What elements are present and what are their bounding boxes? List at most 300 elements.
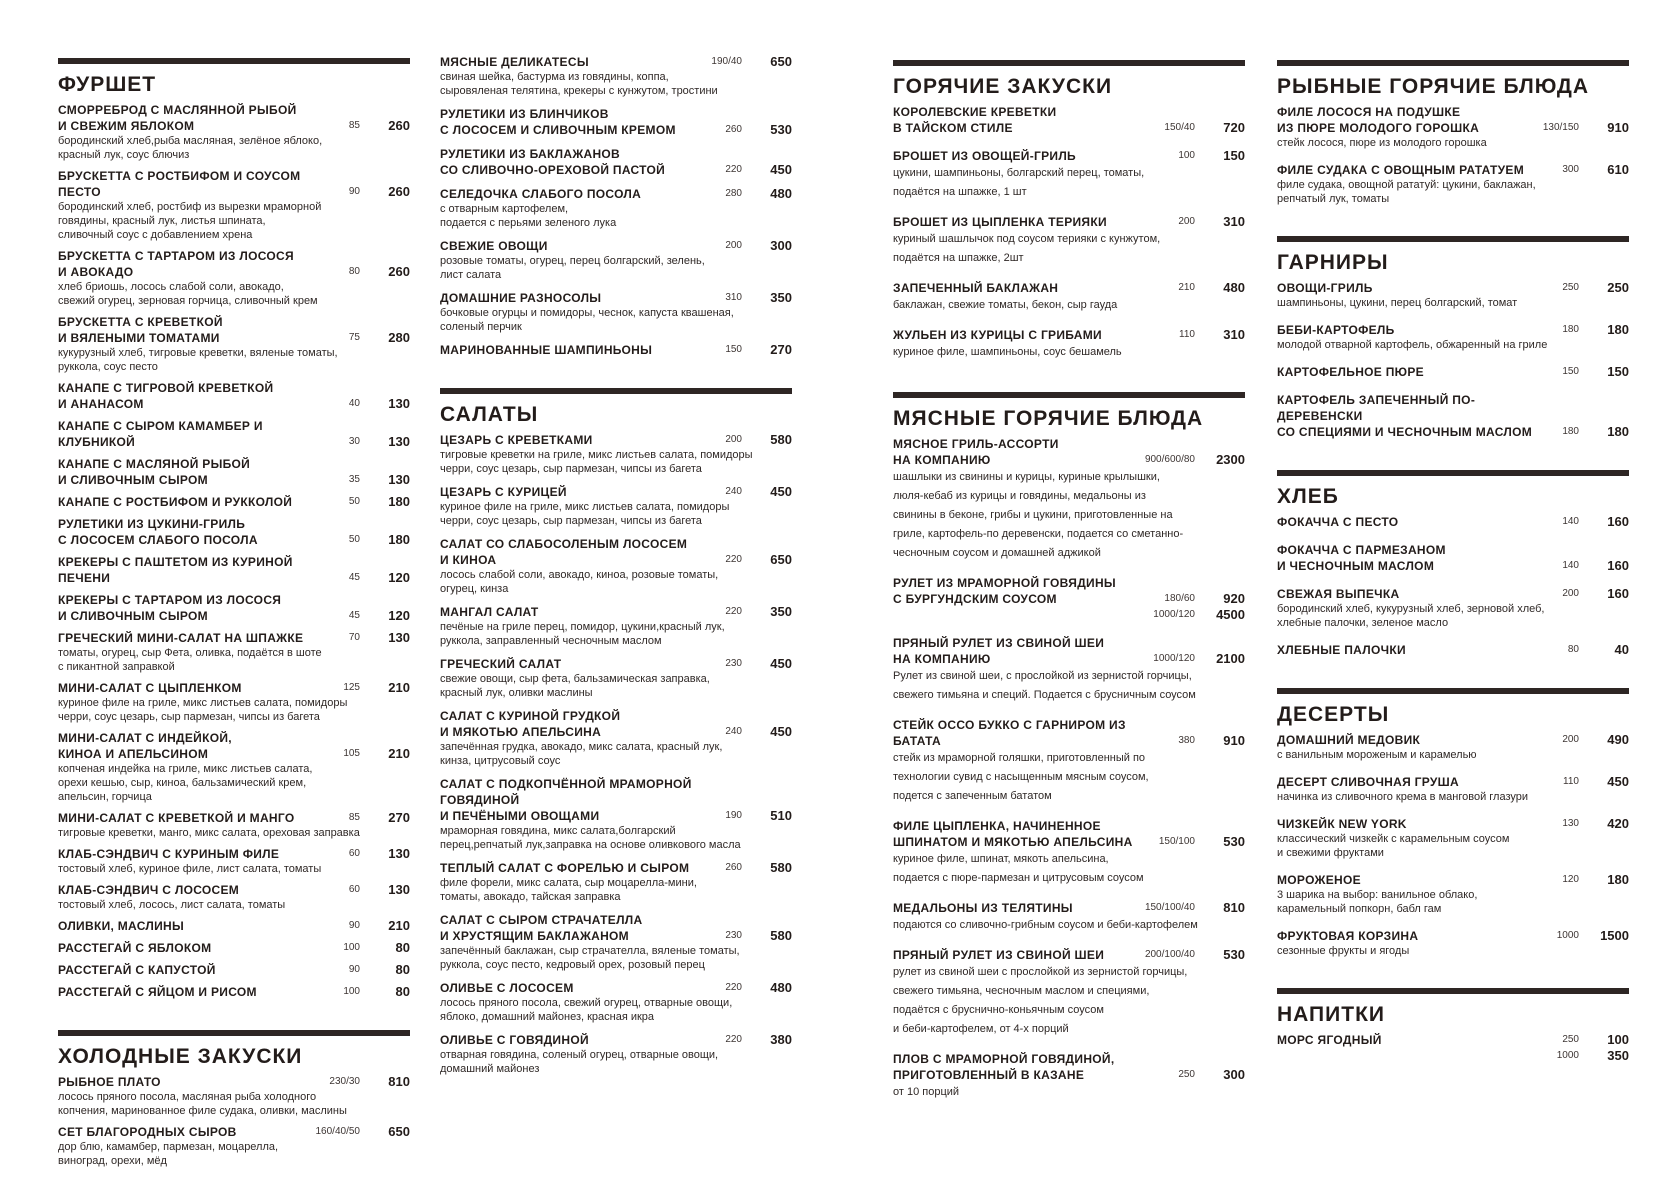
- menu-section: [1277, 470, 1629, 658]
- item-price: 920: [1223, 591, 1245, 606]
- menu-item-header: [1277, 280, 1629, 296]
- item-weight: 220: [725, 1034, 742, 1045]
- section-divider: [1277, 236, 1629, 242]
- menu-column-3: [893, 60, 1245, 1132]
- section-title: РЫБНЫЕ ГОРЯЧИЕ БЛЮДА: [1277, 75, 1590, 98]
- item-name: САЛАТ С КУРИНОЙ ГРУДКОЙ И МЯКОТЬЮ АПЕЛЬСИНА: [440, 709, 621, 739]
- menu-item-header: [58, 984, 410, 1000]
- section-divider: [58, 58, 410, 64]
- item-price: 450: [770, 656, 792, 671]
- menu-item: [58, 680, 410, 724]
- item-name: КАНАПЕ С СЫРОМ КАМАМБЕР И КЛУБНИКОЙ: [58, 419, 263, 449]
- menu-item: [440, 238, 792, 282]
- item-description: куриное филе, шампиньоны, соус бешамель: [893, 346, 1122, 358]
- item-name: ГРЕЧЕСКИЙ САЛАТ: [440, 657, 562, 671]
- menu-item-header: [440, 484, 792, 500]
- menu-item: [440, 432, 792, 476]
- menu-item: [440, 656, 792, 700]
- item-price: 450: [770, 724, 792, 739]
- menu-item-header: [440, 238, 792, 254]
- item-description: шампиньоны, цукини, перец болгарский, томат: [1277, 297, 1518, 309]
- item-price: 160: [1607, 514, 1629, 529]
- item-description: куриный шашлычок под соусом терияки с кунжутом, подаётся на шпажке, 2шт: [893, 233, 1161, 264]
- item-description: хлеб бриошь, лосось слабой соли, авокадо, свежий огурец, зерновая горчица, сливочный крем: [58, 281, 318, 307]
- menu-item: [440, 186, 792, 230]
- item-weight: 100: [343, 986, 360, 997]
- menu-section: [893, 60, 1245, 362]
- item-price: 80: [395, 962, 410, 977]
- menu-item-header: [1277, 586, 1629, 602]
- menu-column-1: [58, 58, 410, 1198]
- item-name: ФРУКТОВАЯ КОРЗИНА: [1277, 929, 1419, 943]
- menu-item-header: [893, 280, 1245, 296]
- item-description: розовые томаты, огурец, перец болгарский, зелень, лист салата: [440, 255, 705, 281]
- item-price: 130: [388, 882, 410, 897]
- menu-item: [893, 818, 1245, 888]
- menu-item-header: [440, 54, 792, 70]
- item-description: 3 шарика на выбор: ванильное облако, карамельный попкорн, бабл гам: [1277, 889, 1478, 915]
- item-name: БРУСКЕТТА С КРЕВЕТКОЙ И ВЯЛЕНЫМИ ТОМАТАМИ: [58, 315, 223, 345]
- menu-item-alt-portion: [1277, 1048, 1629, 1064]
- item-description: бородинский хлеб, кукурузный хлеб, зерновой хлеб, хлебные палочки, зеленое масло: [1277, 603, 1545, 629]
- item-name: ГРЕЧЕСКИЙ МИНИ-САЛАТ НА ШПАЖКЕ: [58, 631, 304, 645]
- item-name: ОЛИВЬЕ С ГОВЯДИНОЙ: [440, 1033, 589, 1047]
- menu-item: [440, 290, 792, 334]
- section-divider: [1277, 470, 1629, 476]
- menu-item-header: [58, 846, 410, 862]
- menu-item-header: [440, 604, 792, 620]
- menu-item-header: [58, 314, 410, 346]
- menu-item: [58, 456, 410, 488]
- item-description: печёные на гриле перец, помидор, цукини,красный лук, руккола, заправленный чесночным маслом: [440, 621, 725, 647]
- item-weight: 150: [725, 344, 742, 355]
- item-weight: 260: [725, 862, 742, 873]
- item-weight: 85: [348, 812, 360, 823]
- item-name: ОЛИВКИ, МАСЛИНЫ: [58, 919, 185, 933]
- menu-item-header: [1277, 542, 1629, 574]
- item-weight: 240: [725, 486, 742, 497]
- menu-item-header: [440, 912, 792, 944]
- item-description: молодой отварной картофель, обжаренный на гриле: [1277, 339, 1548, 351]
- item-name: СЕТ БЛАГОРОДНЫХ СЫРОВ: [58, 1125, 237, 1139]
- item-description: лосось слабой соли, авокадо, киноа, розовые томаты, огурец, кинза: [440, 569, 719, 595]
- menu-section: [58, 1030, 410, 1168]
- menu-section: [1277, 688, 1629, 958]
- item-name: РУЛЕТИКИ ИЗ БАКЛАЖАНОВ СО СЛИВОЧНО-ОРЕХОВОЙ ПАСТОЙ: [440, 147, 666, 177]
- item-weight: 300: [1562, 164, 1579, 175]
- item-price: 2100: [1216, 651, 1245, 666]
- item-name: ТЕПЛЫЙ САЛАТ С ФОРЕЛЬЮ И СЫРОМ: [440, 861, 690, 875]
- item-weight: 125: [343, 682, 360, 693]
- item-price: 100: [1607, 1032, 1629, 1047]
- item-price: 80: [395, 984, 410, 999]
- item-description: бородинский хлеб, ростбиф из вырезки мраморной говядины, красный лук, листья шпината, сливочный соус с добавлением хрена: [58, 201, 322, 241]
- item-price: 280: [388, 330, 410, 345]
- item-weight: 90: [348, 186, 360, 197]
- item-price: 180: [1607, 424, 1629, 439]
- item-name: РУЛЕТИКИ ИЗ ЦУКИНИ-ГРИЛЬ С ЛОСОСЕМ СЛАБОГО ПОСОЛА: [58, 517, 258, 547]
- item-name: МАРИНОВАННЫЕ ШАМПИНЬОНЫ: [440, 343, 653, 357]
- item-weight: 110: [1563, 776, 1579, 787]
- item-price: 480: [1223, 280, 1245, 295]
- item-weight: 40: [348, 398, 360, 409]
- menu-item: [440, 106, 792, 138]
- section-title: НАПИТКИ: [1277, 1003, 1385, 1026]
- item-weight: 180/60: [1164, 593, 1195, 604]
- menu-item-header: [440, 860, 792, 876]
- item-description: подаются со сливочно-грибным соусом и беби-картофелем: [893, 919, 1198, 931]
- item-name: МАНГАЛ САЛАТ: [440, 605, 539, 619]
- item-description: шашлыки из свинины и курицы, куриные крылышки, люля-кебаб из курицы и говядины, медальоны из свинины в беконе, грибы и цукини, приготовленные на гриле, картофель-по деревенски, подается со сметанно- чесночным соусом и домашней аджикой: [893, 471, 1184, 559]
- item-price: 650: [770, 552, 792, 567]
- item-name: ФОКАЧЧА С ПЕСТО: [1277, 515, 1399, 529]
- menu-item-header: [893, 947, 1245, 963]
- menu-item: [58, 882, 410, 912]
- menu-item: [893, 1051, 1245, 1102]
- section-divider: [1277, 988, 1629, 994]
- menu-item: [58, 1074, 410, 1118]
- item-price: 490: [1607, 732, 1629, 747]
- menu-item: [893, 436, 1245, 563]
- item-description: тигровые креветки, манго, микс салата, ореховая заправка: [58, 827, 360, 839]
- item-description: стейк лосося, пюре из молодого горошка: [1277, 137, 1487, 149]
- menu-item: [440, 536, 792, 596]
- item-price: 180: [1607, 322, 1629, 337]
- item-price: 40: [1614, 642, 1629, 657]
- item-description: бочковые огурцы и помидоры, чеснок, капуста квашеная, соленый перчик: [440, 307, 734, 333]
- item-price: 450: [770, 484, 792, 499]
- menu-item-header: [58, 248, 410, 280]
- menu-column-2: [440, 54, 792, 1106]
- item-name: РАССТЕГАЙ С КАПУСТОЙ: [58, 963, 216, 977]
- menu-item: [1277, 162, 1629, 206]
- menu-item: [893, 900, 1245, 935]
- menu-item-header: [1277, 514, 1629, 530]
- item-price: 420: [1607, 816, 1629, 831]
- menu-section: [1277, 60, 1629, 206]
- item-name: БРОШЕТ ИЗ ОВОЩЕЙ-ГРИЛЬ: [893, 149, 1076, 163]
- menu-item-header: [1277, 364, 1629, 380]
- item-weight: 80: [1567, 644, 1579, 655]
- item-name: РУЛЕТ ИЗ МРАМОРНОЙ ГОВЯДИНЫ С БУРГУНДСКИМ СОУСОМ: [893, 576, 1116, 606]
- menu-item-header: [58, 680, 410, 696]
- item-weight: 310: [725, 292, 742, 303]
- item-name: ФИЛЕ ЛОСОСЯ НА ПОДУШКЕ ИЗ ПЮРЕ МОЛОДОГО ГОРОШКА: [1277, 105, 1480, 135]
- menu-item: [58, 630, 410, 674]
- item-price: 130: [388, 396, 410, 411]
- item-description: кукурузный хлеб, тигровые креветки, вяленые томаты, руккола, соус песто: [58, 347, 338, 373]
- item-price: 270: [388, 810, 410, 825]
- item-name: ФИЛЕ ЦЫПЛЕНКА, НАЧИНЕННОЕ ШПИНАТОМ И МЯКОТЬЮ АПЕЛЬСИНА: [893, 819, 1133, 849]
- menu-section: [1277, 988, 1629, 1064]
- item-weight: 200: [725, 434, 742, 445]
- menu-item: [58, 102, 410, 162]
- menu-item-header: [1277, 162, 1629, 178]
- section-title: ГАРНИРЫ: [1277, 251, 1389, 274]
- item-weight: 220: [725, 982, 742, 993]
- item-price: 180: [388, 532, 410, 547]
- item-weight: 130/150: [1542, 122, 1579, 133]
- menu-item: [440, 342, 792, 358]
- menu-item: [1277, 280, 1629, 310]
- item-price: 2300: [1216, 452, 1245, 467]
- item-price: 270: [770, 342, 792, 357]
- item-weight: 200: [1562, 588, 1579, 599]
- item-weight: 200: [725, 240, 742, 251]
- menu-item-header: [1277, 322, 1629, 338]
- menu-item-header: [893, 575, 1245, 607]
- menu-item-header: [440, 342, 792, 358]
- item-description: запечённая грудка, авокадо, микс салата, красный лук, кинза, цитрусовый соус: [440, 741, 723, 767]
- menu-item: [58, 418, 410, 450]
- menu-item-header: [440, 980, 792, 996]
- item-price: 130: [388, 472, 410, 487]
- item-name: БЕБИ-КАРТОФЕЛЬ: [1277, 323, 1395, 337]
- item-weight: 380: [1178, 735, 1195, 746]
- menu-item: [58, 516, 410, 548]
- section-title: ГОРЯЧИЕ ЗАКУСКИ: [893, 75, 1113, 98]
- menu-item: [58, 846, 410, 876]
- item-weight: 160/40/50: [315, 1126, 360, 1137]
- item-name: РАССТЕГАЙ С ЯБЛОКОМ: [58, 941, 212, 955]
- menu-item-header: [1277, 928, 1629, 944]
- item-alt-weight: 1000: [1556, 1050, 1579, 1061]
- item-price: 510: [770, 808, 792, 823]
- item-price: 530: [770, 122, 792, 137]
- item-weight: 150/100: [1158, 836, 1195, 847]
- item-price: 450: [770, 162, 792, 177]
- item-name: СТЕЙК ОССО БУККО С ГАРНИРОМ ИЗ БАТАТА: [893, 718, 1126, 748]
- item-weight: 230: [725, 930, 742, 941]
- item-name: МЕДАЛЬОНЫ ИЗ ТЕЛЯТИНЫ: [893, 901, 1073, 915]
- menu-item-header: [440, 290, 792, 306]
- item-weight: 240: [725, 726, 742, 737]
- item-name: РУЛЕТИКИ ИЗ БЛИНЧИКОВ С ЛОСОСЕМ И СЛИВОЧНЫМ КРЕМОМ: [440, 107, 676, 137]
- item-weight: 35: [348, 474, 360, 485]
- menu-item-header: [440, 1032, 792, 1048]
- item-description: куриное филе, шпинат, мякоть апельсина, подается с пюре-пармезан и цитрусовым соусом: [893, 853, 1144, 884]
- menu-item-header: [58, 882, 410, 898]
- menu-item-header: [1277, 732, 1629, 748]
- item-description: отварная говядина, соленый огурец, отварные овощи, домашний майонез: [440, 1049, 719, 1075]
- item-name: МИНИ-САЛАТ С ЦЫПЛЕНКОМ: [58, 681, 242, 695]
- menu-section: [58, 58, 410, 1000]
- item-description: лосось пряного посола, свежий огурец, отварные овощи, яблоко, домашний майонез, красная икра: [440, 997, 733, 1023]
- menu-item-header: [440, 186, 792, 202]
- menu-item-header: [1277, 1032, 1629, 1048]
- menu-item-header: [58, 456, 410, 488]
- item-price: 130: [388, 846, 410, 861]
- menu-item: [1277, 872, 1629, 916]
- menu-item: [1277, 1032, 1629, 1064]
- item-weight: 180: [1562, 426, 1579, 437]
- item-weight: 250: [1562, 282, 1579, 293]
- menu-column-4: [1277, 60, 1629, 1094]
- item-weight: 60: [348, 884, 360, 895]
- item-price: 160: [1607, 586, 1629, 601]
- menu-item: [440, 708, 792, 768]
- item-weight: 230: [725, 658, 742, 669]
- item-price: 580: [770, 432, 792, 447]
- item-price: 120: [388, 608, 410, 623]
- item-description: Рулет из свиной шеи, с прослойкой из зернистой горчицы, свежего тимьяна и специй. Подается с брусничным соусом: [893, 670, 1196, 701]
- item-name: МОРОЖЕНОЕ: [1277, 873, 1361, 887]
- item-name: ФОКАЧЧА С ПАРМЕЗАНОМ И ЧЕСНОЧНЫМ МАСЛОМ: [1277, 543, 1446, 573]
- menu-item: [1277, 774, 1629, 804]
- menu-item-header: [440, 776, 792, 824]
- section-title: ХОЛОДНЫЕ ЗАКУСКИ: [58, 1045, 303, 1068]
- item-weight: 230/30: [329, 1076, 360, 1087]
- menu-item-header: [58, 380, 410, 412]
- item-name: ЗАПЕЧЕННЫЙ БАКЛАЖАН: [893, 281, 1059, 295]
- item-name: ДОМАШНИЕ РАЗНОСОЛЫ: [440, 291, 602, 305]
- menu-item-header: [893, 818, 1245, 850]
- item-price: 150: [1223, 148, 1245, 163]
- item-description: филе судака, овощной рататуй: цукини, баклажан, репчатый лук, томаты: [1277, 179, 1536, 205]
- item-name: СМОРРЕБРОД С МАСЛЯННОЙ РЫБОЙ И СВЕЖИМ ЯБЛОКОМ: [58, 103, 297, 133]
- item-weight: 100: [343, 942, 360, 953]
- item-name: САЛАТ С СЫРОМ СТРАЧАТЕЛЛА И ХРУСТЯЩИМ БАКЛАЖАНОМ: [440, 913, 643, 943]
- menu-item: [893, 104, 1245, 136]
- item-name: КАНАПЕ С РОСТБИФОМ И РУККОЛОЙ: [58, 495, 293, 509]
- item-description: дор блю, камамбер, пармезан, моцарелла, виноград, орехи, мёд: [58, 1141, 279, 1167]
- menu-item-header: [893, 1051, 1245, 1083]
- menu-item-header: [440, 708, 792, 740]
- item-name: МИНИ-САЛАТ С ИНДЕЙКОЙ, КИНОА И АПЕЛЬСИНОМ: [58, 731, 232, 761]
- menu-item: [893, 327, 1245, 362]
- section-divider: [893, 60, 1245, 66]
- menu-item-header: [58, 918, 410, 934]
- item-description: начинка из сливочного крема в манговой глазури: [1277, 791, 1529, 803]
- menu-item-header: [58, 730, 410, 762]
- menu-item-header: [1277, 104, 1629, 136]
- item-name: КЛАБ-СЭНДВИЧ С КУРИНЫМ ФИЛЕ: [58, 847, 280, 861]
- item-weight: 190: [725, 810, 742, 821]
- menu-item-header: [58, 494, 410, 510]
- menu-item: [58, 940, 410, 956]
- menu-item-header: [440, 146, 792, 178]
- menu-item-header: [440, 106, 792, 138]
- item-weight: 150/40: [1164, 122, 1195, 133]
- menu-item: [1277, 392, 1629, 440]
- item-weight: 140: [1562, 516, 1579, 527]
- menu-item: [1277, 514, 1629, 530]
- item-name: ДОМАШНИЙ МЕДОВИК: [1277, 733, 1421, 747]
- item-weight: 220: [725, 164, 742, 175]
- item-price: 480: [770, 186, 792, 201]
- item-weight: 150: [1562, 366, 1579, 377]
- item-weight: 50: [348, 534, 360, 545]
- menu-item: [440, 604, 792, 648]
- item-weight: 120: [1562, 874, 1579, 885]
- item-name: КОРОЛЕВСКИЕ КРЕВЕТКИ В ТАЙСКОМ СТИЛЕ: [893, 105, 1057, 135]
- item-description: тостовый хлеб, куриное филе, лист салата, томаты: [58, 863, 322, 875]
- menu-item-header: [440, 432, 792, 448]
- menu-item: [1277, 364, 1629, 380]
- section-divider: [58, 1030, 410, 1036]
- item-weight: 220: [725, 554, 742, 565]
- item-weight: 200/100/40: [1144, 949, 1195, 960]
- menu-item: [440, 54, 792, 98]
- item-weight: 90: [348, 920, 360, 931]
- menu-item: [58, 380, 410, 412]
- item-weight: 900/600/80: [1144, 454, 1195, 465]
- item-description: с ванильным мороженым и карамелью: [1277, 749, 1477, 761]
- item-weight: 200: [1562, 734, 1579, 745]
- menu-item-header: [58, 810, 410, 826]
- item-name: КАНАПЕ С ТИГРОВОЙ КРЕВЕТКОЙ И АНАНАСОМ: [58, 381, 274, 411]
- item-weight: 260: [725, 124, 742, 135]
- menu-item: [1277, 816, 1629, 860]
- menu-item: [440, 146, 792, 178]
- item-name: РАССТЕГАЙ С ЯЙЦОМ И РИСОМ: [58, 985, 257, 999]
- item-description: копченая индейка на гриле, микс листьев салата, орехи кешью, сыр, киноа, бальзамический крем, апельсин, горчица: [58, 763, 313, 803]
- menu-item-header: [58, 630, 410, 646]
- menu-item: [58, 810, 410, 840]
- menu-item-header: [1277, 816, 1629, 832]
- item-name: ДЕСЕРТ СЛИВОЧНАЯ ГРУША: [1277, 775, 1460, 789]
- item-weight: 45: [348, 610, 360, 621]
- menu-item-header: [1277, 872, 1629, 888]
- menu-item-header: [893, 900, 1245, 916]
- item-weight: 210: [1178, 282, 1195, 293]
- menu-item: [1277, 542, 1629, 574]
- item-weight: 200: [1178, 216, 1195, 227]
- menu-item: [893, 280, 1245, 315]
- item-name: МЯСНЫЕ ДЕЛИКАТЕСЫ: [440, 55, 589, 69]
- item-name: САЛАТ С ПОДКОПЧЁННОЙ МРАМОРНОЙ ГОВЯДИНОЙ И ПЕЧЁНЫМИ ОВОЩАМИ: [440, 777, 692, 823]
- item-name: ПРЯНЫЙ РУЛЕТ ИЗ СВИНОЙ ШЕИ: [893, 948, 1105, 962]
- section-title: ФУРШЕТ: [58, 73, 157, 96]
- item-alt-price: 4500: [1216, 607, 1245, 622]
- item-price: 610: [1607, 162, 1629, 177]
- menu-item: [58, 962, 410, 978]
- section-divider: [1277, 60, 1629, 66]
- menu-item: [440, 980, 792, 1024]
- item-price: 910: [1223, 733, 1245, 748]
- item-name: ЦЕЗАРЬ С КРЕВЕТКАМИ: [440, 433, 593, 447]
- menu-item: [58, 730, 410, 804]
- item-name: ЧИЗКЕЙК NEW YORK: [1277, 817, 1407, 831]
- item-price: 300: [770, 238, 792, 253]
- item-name: ОЛИВЬЕ С ЛОСОСЕМ: [440, 981, 574, 995]
- menu-item: [1277, 642, 1629, 658]
- item-name: ЦЕЗАРЬ С КУРИЦЕЙ: [440, 485, 567, 499]
- item-price: 130: [388, 630, 410, 645]
- item-description: мраморная говядина, микс салата,болгарский перец,репчатый лук,заправка на основе оливкового масла: [440, 825, 741, 851]
- item-name: ХЛЕБНЫЕ ПАЛОЧКИ: [1277, 643, 1406, 657]
- item-weight: 190/40: [711, 56, 742, 67]
- menu-item: [1277, 322, 1629, 352]
- menu-item: [893, 717, 1245, 806]
- item-price: 260: [388, 184, 410, 199]
- menu-item-header: [1277, 392, 1629, 440]
- item-weight: 80: [348, 266, 360, 277]
- item-name: СВЕЖАЯ ВЫПЕЧКА: [1277, 587, 1400, 601]
- item-price: 180: [1607, 872, 1629, 887]
- item-weight: 1000: [1556, 930, 1579, 941]
- menu-item: [58, 248, 410, 308]
- item-price: 250: [1607, 280, 1629, 295]
- menu-item: [58, 1124, 410, 1168]
- item-price: 480: [770, 980, 792, 995]
- item-price: 450: [1607, 774, 1629, 789]
- item-description: рулет из свиной шеи с прослойкой из зернистой горчицы, свежего тимьяна, чесночным маслом и специями, подаётся с бруснично-коньячным соусом и беби-картофелем, от 4-х порций: [893, 966, 1188, 1035]
- item-description: куриное филе на гриле, микс листьев салата, помидоры черри, соус цезарь, сыр пармезан, чипсы из багета: [440, 501, 730, 527]
- menu-item-header: [440, 656, 792, 672]
- item-name: КРЕКЕРЫ С ПАШТЕТОМ ИЗ КУРИНОЙ ПЕЧЕНИ: [58, 555, 293, 585]
- menu-item-header: [440, 536, 792, 568]
